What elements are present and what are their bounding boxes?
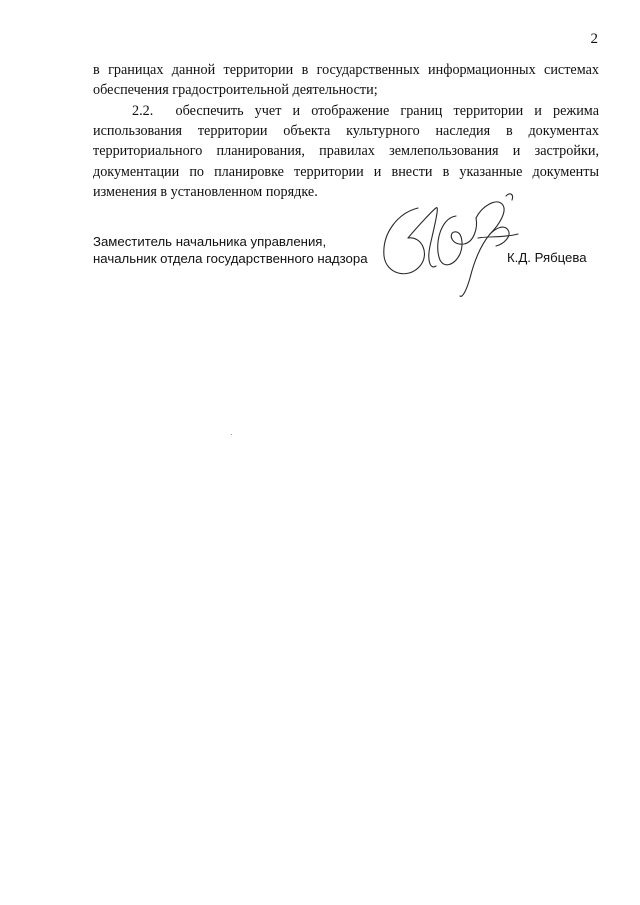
page-number: 2 [590,31,598,47]
handwritten-signature-icon [378,188,528,306]
continuation-line-1: в границах данной территории в государственных информационных системах [93,62,599,78]
position-line-2: начальник отдела государственного надзора [93,250,368,266]
paragraph-2-2 [93,101,599,202]
paragraph-2-2-text: 2.2. обеспечить учет и отображение границ территории и режима использования территории объекта культурного наследия в документах территориального планирования, правилах землепользования и застройки, документации по планировке территории и внести в указанные документы изменения в установленном порядке. [93,103,599,200]
signatory-name: К.Д. Рябцева [507,250,587,265]
continuation-paragraph [93,60,599,100]
scan-speck [231,434,232,435]
continuation-line-2: обеспечения градостроительной деятельности; [93,82,378,99]
signatory-position [93,234,368,267]
position-line-1: Заместитель начальника управления, [93,234,327,249]
